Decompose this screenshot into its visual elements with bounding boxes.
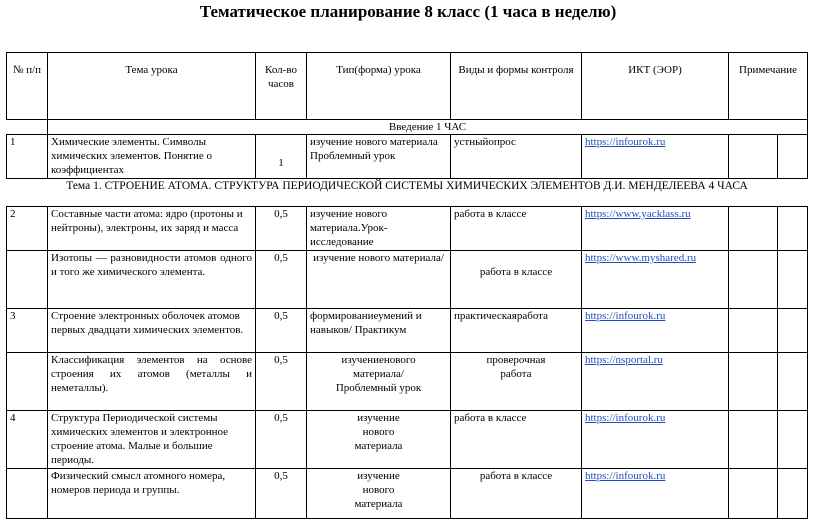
row-control: работа в классе xyxy=(451,469,582,519)
row-ict xyxy=(582,411,729,469)
row-notes-extra xyxy=(778,135,808,179)
row-topic: Химические элементы. Символы химических элементов. Понятие о коэффициентах xyxy=(48,135,256,179)
row-type: изучениенового материала/ Проблемный урок xyxy=(307,353,451,411)
table-row xyxy=(7,207,808,251)
ict-link[interactable]: https://infourok.ru xyxy=(585,412,666,424)
ict-link[interactable]: https://www.yacklass.ru xyxy=(585,208,691,220)
header-notes: Примечание xyxy=(729,53,808,120)
row-notes-extra xyxy=(778,411,808,469)
row-notes-extra xyxy=(778,353,808,411)
row-notes xyxy=(729,353,778,411)
row-ict xyxy=(582,251,729,309)
row-hours: 0,5 xyxy=(256,207,307,251)
row-topic: Составные части атома: ядро (протоны и нейтроны), электроны, их заряд и масса xyxy=(48,207,256,251)
section-theme1: Тема 1. СТРОЕНИЕ АТОМА. СТРУКТУРА ПЕРИОДИЧЕСКОЙ СИСТЕМЫ ХИМИЧЕСКИХ ЭЛЕМЕНТОВ Д.И. МЕНДЕЛЕЕВА 4 ЧАСА xyxy=(7,179,808,207)
row-control: практическаяработа xyxy=(451,309,582,353)
empty-cell xyxy=(7,120,48,135)
row-ict xyxy=(582,309,729,353)
row-num xyxy=(7,469,48,519)
row-control: устныйопрос xyxy=(451,135,582,179)
ict-link[interactable]: https://www.myshared.ru xyxy=(585,252,697,264)
row-control: работа в классе xyxy=(451,411,582,469)
row-ict xyxy=(582,135,729,179)
table-row xyxy=(7,309,808,353)
row-num: 4 xyxy=(7,411,48,469)
row-notes xyxy=(729,411,778,469)
row-type: изучение нового материала xyxy=(307,411,451,469)
row-ict xyxy=(582,469,729,519)
row-hours: 0,5 xyxy=(256,469,307,519)
row-control: работа в классе xyxy=(451,207,582,251)
header-hours: Кол-во часов xyxy=(256,53,307,120)
planning-table xyxy=(6,52,808,519)
header-type: Тип(форма) урока xyxy=(307,53,451,120)
row-control: работа в классе xyxy=(451,251,582,309)
header-row xyxy=(7,53,808,120)
row-topic: Изотопы — разновидности атомов одного и того же химического элемента. xyxy=(48,251,256,309)
header-control: Виды и формы контроля xyxy=(451,53,582,120)
row-hours: 0,5 xyxy=(256,309,307,353)
row-num: 1 xyxy=(7,135,48,179)
row-topic: Структура Периодической системы химических элементов и электронное строение атома. Малые и большие периоды. xyxy=(48,411,256,469)
row-num: 3 xyxy=(7,309,48,353)
section-theme1-row xyxy=(7,179,808,207)
row-notes-extra xyxy=(778,309,808,353)
row-hours: 0,5 xyxy=(256,353,307,411)
ict-link[interactable]: https://infourok.ru xyxy=(585,470,666,482)
row-notes-extra xyxy=(778,207,808,251)
table-row xyxy=(7,469,808,519)
row-type: формированиеумений и навыков/ Практикум xyxy=(307,309,451,353)
row-notes xyxy=(729,309,778,353)
row-num: 2 xyxy=(7,207,48,251)
table-row xyxy=(7,251,808,309)
table-row xyxy=(7,353,808,411)
page-title: Тематическое планирование 8 класс (1 часа в неделю) xyxy=(199,2,617,21)
row-notes-extra xyxy=(778,251,808,309)
row-hours: 1 xyxy=(256,135,307,179)
row-hours: 0,5 xyxy=(256,251,307,309)
row-topic: Физический смысл атомного номера, номеров периода и группы. xyxy=(48,469,256,519)
header-ict: ИКТ (ЭОР) xyxy=(582,53,729,120)
row-type: изучение нового материала xyxy=(307,469,451,519)
row-notes xyxy=(729,135,778,179)
ict-link[interactable]: https://infourok.ru xyxy=(585,310,666,322)
row-notes xyxy=(729,207,778,251)
row-hours: 0,5 xyxy=(256,411,307,469)
section-intro: Введение 1 ЧАС xyxy=(48,120,808,135)
section-intro-row xyxy=(7,120,808,135)
header-topic: Тема урока xyxy=(48,53,256,120)
row-type: изучение нового материала/ xyxy=(307,251,451,309)
row-type: изучение нового материала Проблемный урок xyxy=(307,135,451,179)
row-ict xyxy=(582,353,729,411)
row-notes xyxy=(729,251,778,309)
row-num xyxy=(7,353,48,411)
table-row xyxy=(7,411,808,469)
row-notes-extra xyxy=(778,469,808,519)
ict-link[interactable]: https://infourok.ru xyxy=(585,136,666,148)
ict-link[interactable]: https://nsportal.ru xyxy=(585,354,663,366)
header-num: № п/п xyxy=(7,53,48,120)
row-topic: Классификация элементов на основе строения их атомов (металлы и неметаллы). xyxy=(48,353,256,411)
row-type: изучение нового материала.Урок-исследование xyxy=(307,207,451,251)
row-topic: Строение электронных оболочек атомов первых двадцати химических элементов. xyxy=(48,309,256,353)
row-control: проверочная работа xyxy=(451,353,582,411)
row-ict xyxy=(582,207,729,251)
row-notes xyxy=(729,469,778,519)
table-row xyxy=(7,135,808,179)
row-num xyxy=(7,251,48,309)
